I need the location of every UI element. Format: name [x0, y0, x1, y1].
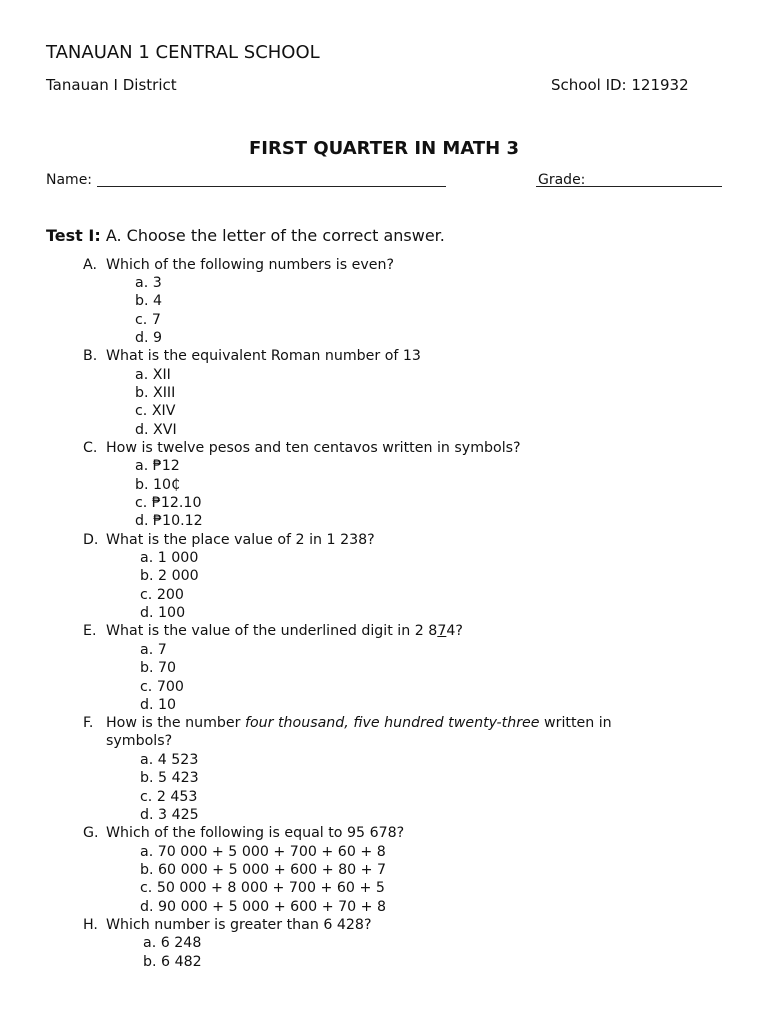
- choice-text: 2 453: [156, 789, 198, 805]
- question-text: Which of the following numbers is even?: [106, 257, 395, 273]
- choice-letter: c.: [140, 679, 153, 695]
- district-name: Tanauan I District: [46, 76, 177, 94]
- choice-text: 60 000 + 5 000 + 600 + 80 + 7: [158, 862, 387, 878]
- choice-letter: a.: [135, 458, 149, 474]
- choice-text: ₱10.12: [153, 513, 203, 529]
- question-letter: C.: [83, 440, 98, 456]
- question-text-continued: symbols?: [106, 733, 173, 749]
- choice-text: 3: [152, 275, 162, 291]
- choice-letter: a.: [140, 752, 154, 768]
- choice-letter: c.: [140, 880, 153, 896]
- choice-letter: c.: [135, 403, 148, 419]
- choice-letter: a.: [140, 550, 154, 566]
- choice-text: 3 425: [158, 807, 199, 823]
- question-text: What is the equivalent Roman number of 13: [106, 348, 421, 364]
- question-letter: F.: [83, 715, 94, 731]
- choice-text: 6 482: [161, 954, 202, 970]
- choice-letter: b.: [135, 293, 149, 309]
- exam-title: FIRST QUARTER IN MATH 3: [248, 138, 520, 159]
- question-text: What is the value of the underlined digit in 2 874?: [106, 623, 463, 639]
- choice-letter: b.: [143, 954, 157, 970]
- question-text: Which number is greater than 6 428?: [106, 917, 372, 933]
- choice-text: 7: [151, 312, 161, 328]
- choice-text: XIII: [153, 385, 176, 401]
- question-letter: B.: [83, 348, 98, 364]
- choice-letter: d.: [140, 697, 154, 713]
- choice-text: 700: [156, 679, 184, 695]
- choice-letter: b.: [140, 770, 154, 786]
- test-instruction-text: A. Choose the letter of the correct answer.: [105, 226, 445, 245]
- choice-letter: a.: [140, 642, 154, 658]
- choice-text: 10₵: [153, 477, 181, 493]
- choice-text: 2 000: [158, 568, 199, 584]
- choice-letter: c.: [135, 312, 148, 328]
- choice-letter: d.: [135, 330, 149, 346]
- choice-letter: b.: [135, 477, 149, 493]
- question-letter: A.: [83, 257, 97, 273]
- question-letter: H.: [83, 917, 98, 933]
- choice-letter: c.: [140, 789, 153, 805]
- test-instruction: [46, 226, 445, 245]
- grade-label: Grade:: [538, 172, 586, 188]
- choice-text: 4 523: [157, 752, 199, 768]
- question-letter: E.: [83, 623, 97, 639]
- choice-text: 4: [153, 293, 163, 309]
- choice-letter: b.: [140, 862, 154, 878]
- name-label: Name:: [46, 172, 93, 188]
- number-in-words: four thousand, five hundred twenty-three: [244, 715, 540, 731]
- choice-text: XII: [152, 367, 171, 383]
- choice-text: XIV: [151, 403, 176, 419]
- question-letter: G.: [83, 825, 99, 841]
- choice-text: XVI: [153, 422, 177, 438]
- choice-text: 9: [153, 330, 163, 346]
- choice-text: 200: [156, 587, 184, 603]
- underlined-digit: 7: [437, 623, 447, 639]
- choice-letter: a.: [140, 844, 154, 860]
- choice-text: 7: [157, 642, 167, 658]
- choice-text: 6 248: [160, 935, 202, 951]
- question-letter: D.: [83, 532, 99, 548]
- choice-letter: d.: [140, 899, 154, 915]
- choice-letter: c.: [135, 495, 148, 511]
- choice-text: 70: [158, 660, 177, 676]
- choice-letter: c.: [140, 587, 153, 603]
- school-id: School ID: 121932: [551, 76, 689, 94]
- choice-text: 5 423: [158, 770, 199, 786]
- school-name: TANAUAN 1 CENTRAL SCHOOL: [46, 42, 320, 63]
- choice-text: 100: [158, 605, 186, 621]
- choice-letter: b.: [135, 385, 149, 401]
- choice-text: 90 000 + 5 000 + 600 + 70 + 8: [158, 899, 387, 915]
- choice-letter: d.: [140, 605, 154, 621]
- test-label: Test I:: [46, 226, 101, 245]
- question-text: How is twelve pesos and ten centavos written in symbols?: [106, 440, 521, 456]
- choice-letter: b.: [140, 568, 154, 584]
- grade-blank-line[interactable]: [536, 186, 722, 187]
- question-text: What is the place value of 2 in 1 238?: [106, 532, 375, 548]
- choice-letter: a.: [135, 367, 149, 383]
- choice-text: 70 000 + 5 000 + 700 + 60 + 8: [157, 844, 386, 860]
- question-text: Which of the following is equal to 95 678?: [106, 825, 405, 841]
- choice-letter: b.: [140, 660, 154, 676]
- choice-letter: a.: [143, 935, 157, 951]
- question-text: How is the number four thousand, five hundred twenty-three written in: [106, 715, 612, 731]
- choice-text: 1 000: [157, 550, 199, 566]
- choice-letter: a.: [135, 275, 149, 291]
- name-blank-line[interactable]: [97, 186, 446, 187]
- choice-letter: d.: [140, 807, 154, 823]
- choice-text: 10: [158, 697, 177, 713]
- choice-letter: d.: [135, 513, 149, 529]
- choice-text: ₱12.10: [151, 495, 202, 511]
- choice-text: 50 000 + 8 000 + 700 + 60 + 5: [156, 880, 385, 896]
- choice-text: ₱12: [152, 458, 180, 474]
- choice-letter: d.: [135, 422, 149, 438]
